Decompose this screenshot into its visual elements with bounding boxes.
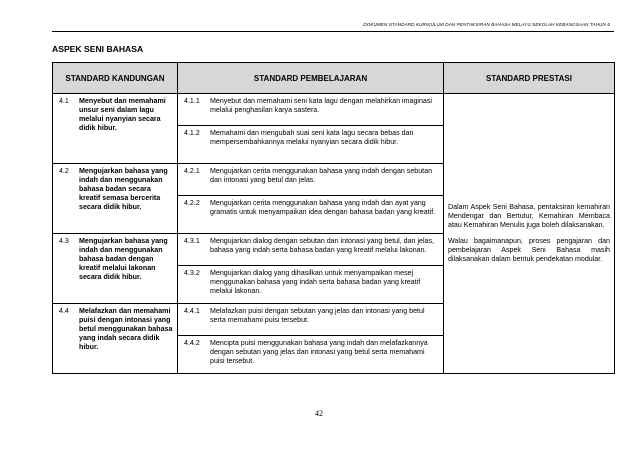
kandungan-number: 4.3 [59,237,69,245]
kandungan-cell [53,164,178,234]
kandungan-text: Mengujarkan bahasa yang indah dan menggunakan bahasa badan secara kreatif semasa bercerita secara didik hibur. [79,167,168,211]
kandungan-number: 4.1 [59,97,69,105]
kandungan-cell [53,304,178,374]
header-standard-pembelajaran: STANDARD PEMBELAJARAN [178,63,444,94]
pembelajaran-text: Melafazkan puisi dengan sebutan yang jelas dan intonasi yang betul serta memahami puisi tersebut. [210,307,425,324]
kandungan-cell [53,234,178,304]
kandungan-cell [53,94,178,164]
header-divider [52,31,614,32]
pembelajaran-text: Mencipta puisi menggunakan bahasa yang indah dan melafazkannya dengan sebutan yang jelas dan intonasi yang betul serta memahami puisi tersebut. [210,339,428,365]
pembelajaran-text: Mengujarkan cerita menggunakan bahasa yang indah dengan sebutan dan intonasi yang betul dan jelas. [210,167,433,184]
prestasi-paragraph-2: Walau bagaimanapun, proses pengajaran dan pembelajaran Aspek Seni Bahasa masih dilaksanakan dalam bentuk pendekatan modular. [448,237,610,263]
pembelajaran-cell [178,126,444,164]
pembelajaran-cell [178,336,444,374]
pembelajaran-number: 4.2.1 [184,167,200,175]
pembelajaran-text: Memahami dan mengubah suai seni kata lagu secara bebas dan mempersembahkannya melalui nyanyian secara didik hibur. [210,129,414,146]
pembelajaran-number: 4.3.1 [184,237,200,245]
pembelajaran-number: 4.4.1 [184,307,200,315]
pembelajaran-cell [178,234,444,266]
pembelajaran-cell [178,196,444,234]
page-number: 42 [315,409,323,418]
pembelajaran-cell [178,266,444,304]
pembelajaran-text: Mengujarkan cerita menggunakan bahasa yang indah dan ayat yang gramatis untuk menyampaikan idea dengan bahasa badan yang kreatif. [210,199,436,216]
header-standard-prestasi: STANDARD PRESTASI [444,63,615,94]
kandungan-text: Mengujarkan bahasa yang indah dan menggunakan bahasa badan dengan kreatif melalui lakonan secara didik hibur. [79,237,168,281]
pembelajaran-text: Mengujarkan dialog yang dihasilkan untuk menyampaikan mesej menggunakan bahasa yang indah serta bahasa badan yang kreatif melalui lakonan. [210,269,421,295]
pembelajaran-cell [178,164,444,196]
pembelajaran-number: 4.4.2 [184,339,200,347]
header-standard-kandungan: STANDARD KANDUNGAN [53,63,178,94]
pembelajaran-number: 4.1.1 [184,97,200,105]
table-row [53,94,615,126]
table-header-row [53,63,615,94]
pembelajaran-number: 4.2.2 [184,199,200,207]
prestasi-paragraph-1: Dalam Aspek Seni Bahasa, pentaksiran kemahiran Mendengar dan Bertutur, Kemahiran Membaca atau Kemahiran Menulis juga boleh dilaksanakan. [448,203,610,229]
kandungan-text: Menyebut dan memahami unsur seni dalam lagu melalui nyanyian secara didik hibur. [79,97,166,132]
kandungan-number: 4.4 [59,307,69,315]
kandungan-number: 4.2 [59,167,69,175]
pembelajaran-text: Mengujarkan dialog dengan sebutan dan intonasi yang betul, dan jelas, bahasa yang indah serta bahasa badan yang kreatif melalui lakonan. [210,237,435,254]
prestasi-cell [444,94,615,374]
curriculum-table [52,62,615,374]
running-header: DOKUMEN STANDARD KURIKULUM DAN PENTAKSIRAN BAHASA MELAYU SEKOLAH KEBANGSAAN TAHUN 6 [363,22,610,27]
pembelajaran-text: Menyebut dan memahami seni kata lagu dengan melahirkan imaginasi melalui penghasilan karya sastera. [210,97,433,114]
pembelajaran-number: 4.3.2 [184,269,200,277]
section-title: ASPEK SENI BAHASA [52,44,144,54]
pembelajaran-number: 4.1.2 [184,129,200,137]
pembelajaran-cell [178,304,444,336]
kandungan-text: Melafazkan dan memahami puisi dengan intonasi yang betul menggunakan bahasa yang indah secara didik hibur. [79,307,173,351]
pembelajaran-cell [178,94,444,126]
